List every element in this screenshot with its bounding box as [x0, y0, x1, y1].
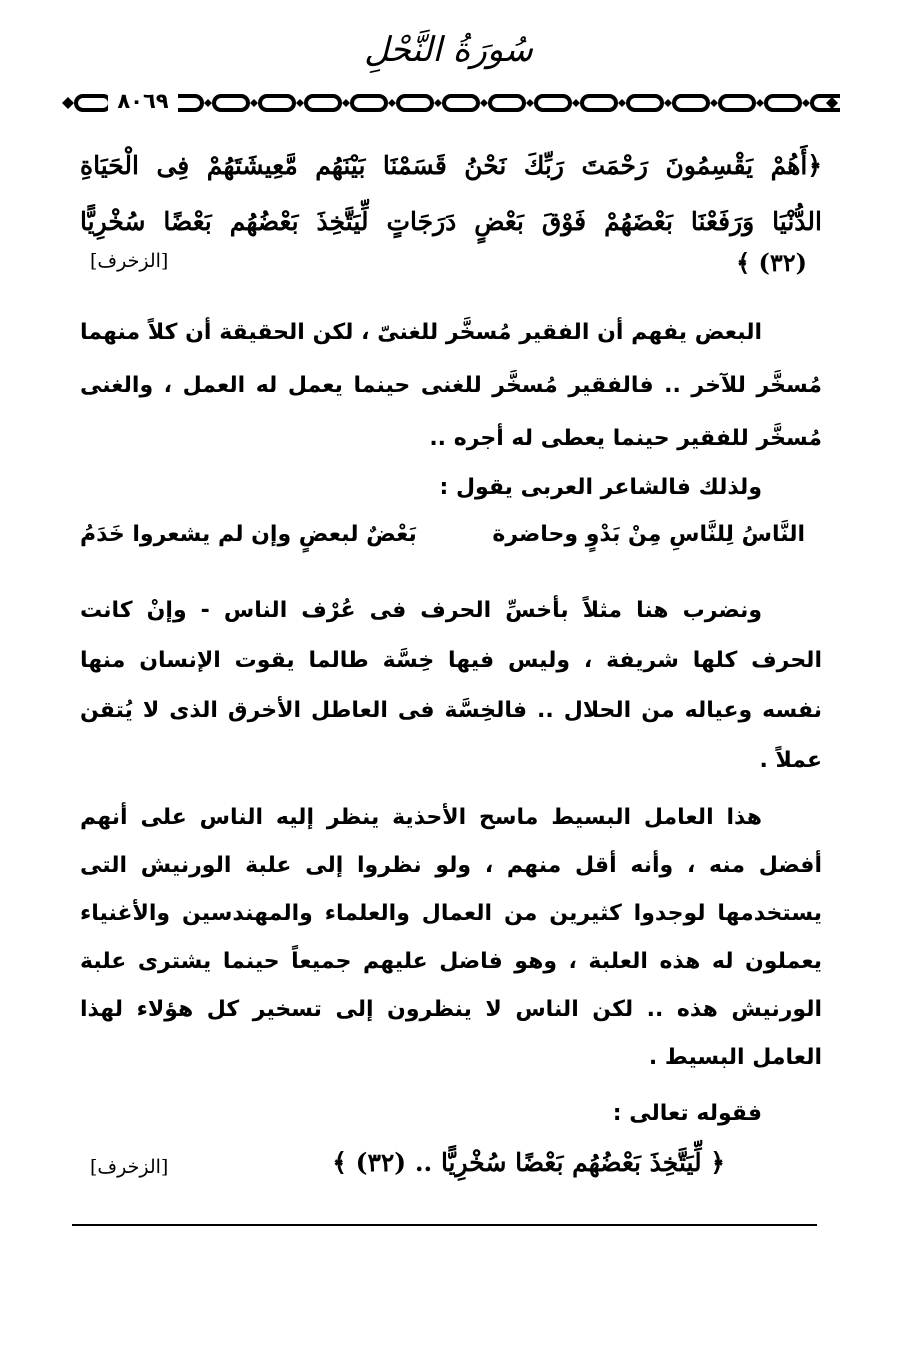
chain-link [352, 96, 386, 110]
paragraph-1 [80, 306, 822, 465]
paragraph-line: ونضرب هنا مثلاً بأخسِّ الحرف فى عُرْف الناس - وإنْ كانت [80, 598, 762, 623]
chain-link [444, 96, 478, 110]
chain-link [490, 96, 524, 110]
final-verse-citation: [الزخرف] [90, 1156, 169, 1178]
chain-bead [664, 99, 672, 107]
verse-number: ﴾ (٣٢) [736, 248, 807, 277]
chain-link [674, 96, 708, 110]
paragraph-line: ولذلك فالشاعر العربى يقول : [439, 475, 762, 500]
paragraph-line: يعملون له هذه العلبة ، وهو فاضل عليهم جميعاً حينما يشترى علبة [80, 949, 822, 974]
chain-bead [572, 99, 580, 107]
paragraph-line: يستخدمها لوجدوا كثيرين من العمال والعلماء والمهندسين والأغنياء [80, 901, 822, 926]
bottom-rule [72, 1224, 817, 1226]
paragraph-4 [80, 794, 822, 1082]
chain-link [76, 96, 110, 110]
chain-link [628, 96, 662, 110]
paragraph-line: مُسخَّر للفقير حينما يعطى له أجره .. [429, 426, 822, 451]
chain-bead [480, 99, 488, 107]
chain-bead [388, 99, 396, 107]
chain-link [214, 96, 248, 110]
verse-line: ﴿أَهُمْ يَقْسِمُونَ رَحْمَتَ رَبِّكَ نَحْنُ قَسَمْنَا بَيْنَهُم مَّعِيشَتَهُمْ فِى الْحَيَاةِ [80, 151, 822, 180]
paragraph-line: البعض يفهم أن الفقير مُسخَّر للغنىّ ، لكن الحقيقة أن كلاً منهما [80, 320, 762, 345]
chain-bead [296, 99, 304, 107]
chain-bead [204, 99, 212, 107]
chain-link [720, 96, 754, 110]
chain-bead [802, 99, 810, 107]
paragraph-line: العامل البسيط . [648, 1045, 822, 1070]
poem-second-hemistich: بَعْضٌ لبعضٍ وإن لم يشعروا خَدَمُ [80, 522, 417, 547]
chain-link [398, 96, 432, 110]
paragraph-line: نفسه وعياله من الحلال .. فالخِسَّة فى العاطل الأخرق الذى لا يُتقن [80, 698, 822, 723]
paragraph-line: الحرف كلها شريفة ، وليس فيها خِسَّة طالما يقوت الإنسان منها [80, 648, 822, 673]
paragraph-2 [80, 466, 822, 510]
paragraph-line: الورنيش هذه .. لكن الناس لا ينظرون إلى تسخير كل هؤلاء لهذا [80, 997, 822, 1022]
chain-end-cap [62, 97, 74, 109]
chain-link [536, 96, 570, 110]
paragraph-line: مُسخَّر للآخر .. فالفقير مُسخَّر للغنى حينما يعمل له العمل ، والغنى [80, 373, 822, 398]
chain-link [766, 96, 800, 110]
poem-first-hemistich: النَّاسُ لِلنَّاسِ مِنْ بَدْوٍ وحاضرة [492, 522, 805, 547]
paragraph-line: أفضل منه ، وأنه أقل منهم ، ولو نظروا إلى علبة الورنيش التى [80, 853, 822, 878]
page-number: ٨٠٦٩ [108, 88, 178, 114]
poem-verse [80, 522, 805, 566]
paragraph-line: فقوله تعالى : [612, 1101, 762, 1126]
paragraph-line: هذا العامل البسيط ماسح الأحذية ينظر إليه الناس على أنهم [80, 805, 762, 830]
chain-end-cap [826, 97, 838, 109]
paragraph-5 [80, 1092, 822, 1136]
quran-verse-block [80, 138, 822, 250]
verse-citation: [الزخرف] [90, 250, 169, 272]
verse-line: الدُّنْيَا وَرَفَعْنَا بَعْضَهُمْ فَوْقَ بَعْضٍ دَرَجَاتٍ لِّيَتَّخِذَ بَعْضُهُم بَعْضًا سُخْرِيًّا [80, 207, 822, 236]
chain-bead [756, 99, 764, 107]
chain-link [582, 96, 616, 110]
paragraph-line: عملاً . [759, 748, 822, 773]
chain-link [260, 96, 294, 110]
chain-bead [618, 99, 626, 107]
paragraph-3 [80, 586, 822, 786]
chain-bead [710, 99, 718, 107]
chain-bead [250, 99, 258, 107]
surah-title: سُورَةُ النَّحْلِ [364, 30, 533, 70]
chain-link [306, 96, 340, 110]
final-verse: ﴿ لِّيَتَّخِذَ بَعْضُهُم بَعْضًا سُخْرِيًّا .. (٣٢) ﴾ [332, 1148, 725, 1177]
chain-bead [342, 99, 350, 107]
chain-bead [526, 99, 534, 107]
chain-bead [434, 99, 442, 107]
